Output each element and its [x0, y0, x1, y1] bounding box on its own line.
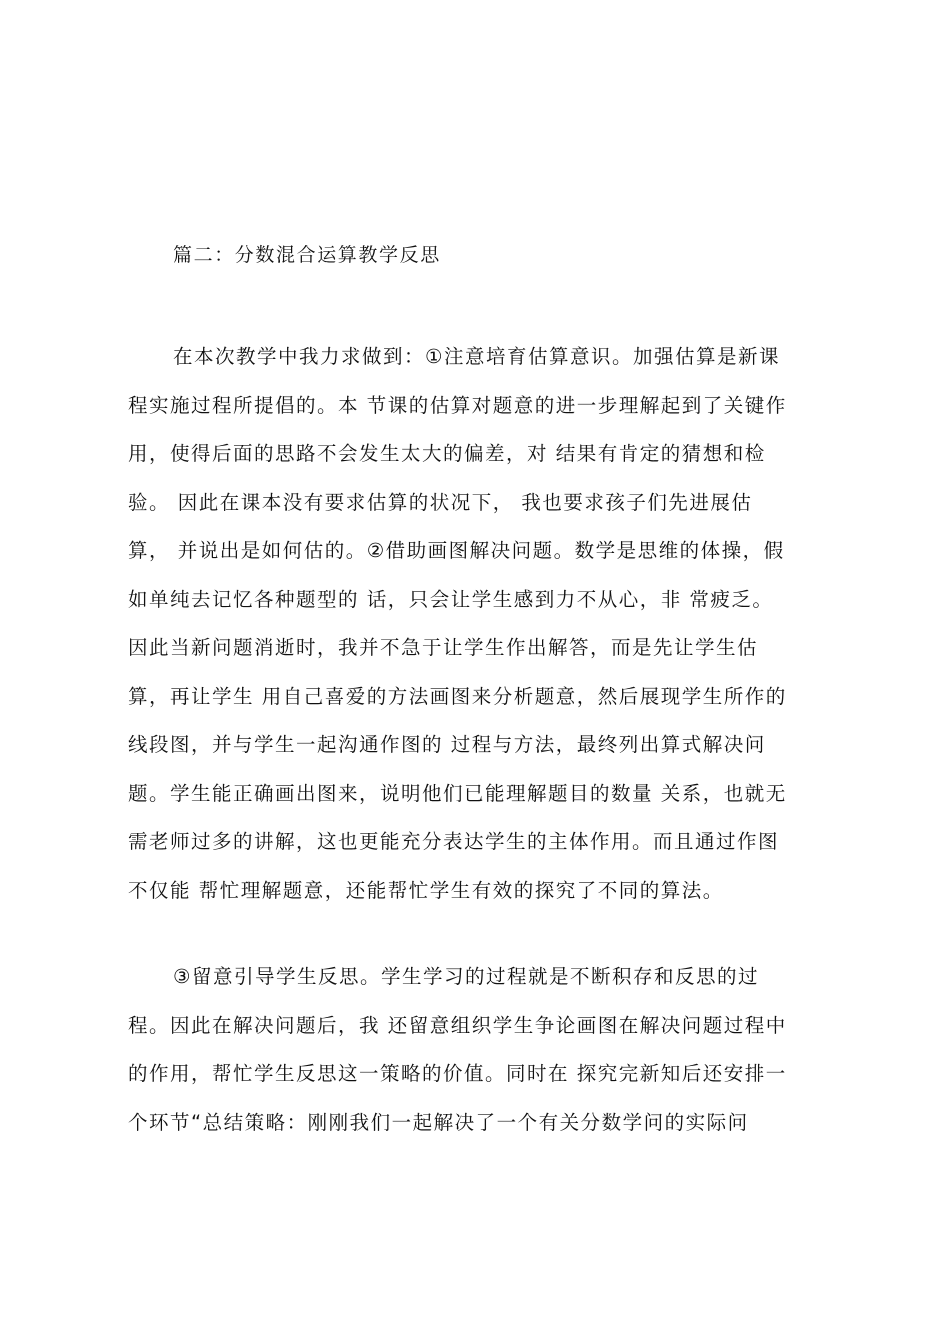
text-line: 如单纯去记忆各种题型的 话，只会让学生感到力不从心，非 常疲乏。 — [128, 587, 774, 611]
paragraph-reflection-1 — [128, 333, 833, 915]
text-line: 线段图，并与学生一起沟通作图的 过程与方法，最终列出算式解决问 — [128, 733, 766, 756]
text-line: 不仅能 帮忙理解题意，还能帮忙学生有效的探究了不同的算法。 — [128, 878, 724, 902]
paragraph-reflection-2 — [128, 953, 833, 1147]
section-title: 篇二：分数混合运算教学反思 — [173, 244, 441, 266]
text-line: 程实施过程所提倡的。本 节课的估算对题意的进一步理解起到了关键作 — [128, 393, 787, 417]
text-line: ③留意引导学生反思。学生学习的过程就是不断积存和反思的过 — [173, 965, 759, 988]
text-line: 因此当新问题消逝时，我并不急于让学生作出解答，而是先让学生估 — [128, 636, 759, 659]
text-line: 验。 因此在课本没有要求估算的状况下， 我也要求孩子们先进展估 — [128, 490, 753, 514]
text-line: 题。学生能正确画出图来，说明他们已能理解题目的数量 关系，也就无 — [128, 781, 787, 805]
text-line: 程。因此在解决问题后，我 还留意组织学生争论画图在解决问题过程中 — [128, 1013, 787, 1037]
text-line: 需老师过多的讲解，这也更能充分表达学生的主体作用。而且通过作图 — [128, 830, 780, 853]
text-line: 算，再让学生 用自己喜爱的方法画图来分析题意，然后展现学生所作的 — [128, 684, 787, 708]
text-line: 的作用，帮忙学生反思这一策略的价值。同时在 探究完新知后还安排一 — [128, 1062, 787, 1085]
text-line: 用，使得后面的思路不会发生太大的偏差，对 结果有肯定的猜想和检 — [128, 442, 766, 465]
text-line: 算， 并说出是如何估的。②借助画图解决问题。数学是思维的体操，假 — [128, 539, 785, 562]
text-line: 个环节“总结策略：刚刚我们一起解决了一个有关分数学问的实际问 — [128, 1110, 749, 1134]
text-line: 在本次教学中我力求做到：①注意培育估算意识。加强估算是新课 — [173, 345, 780, 368]
